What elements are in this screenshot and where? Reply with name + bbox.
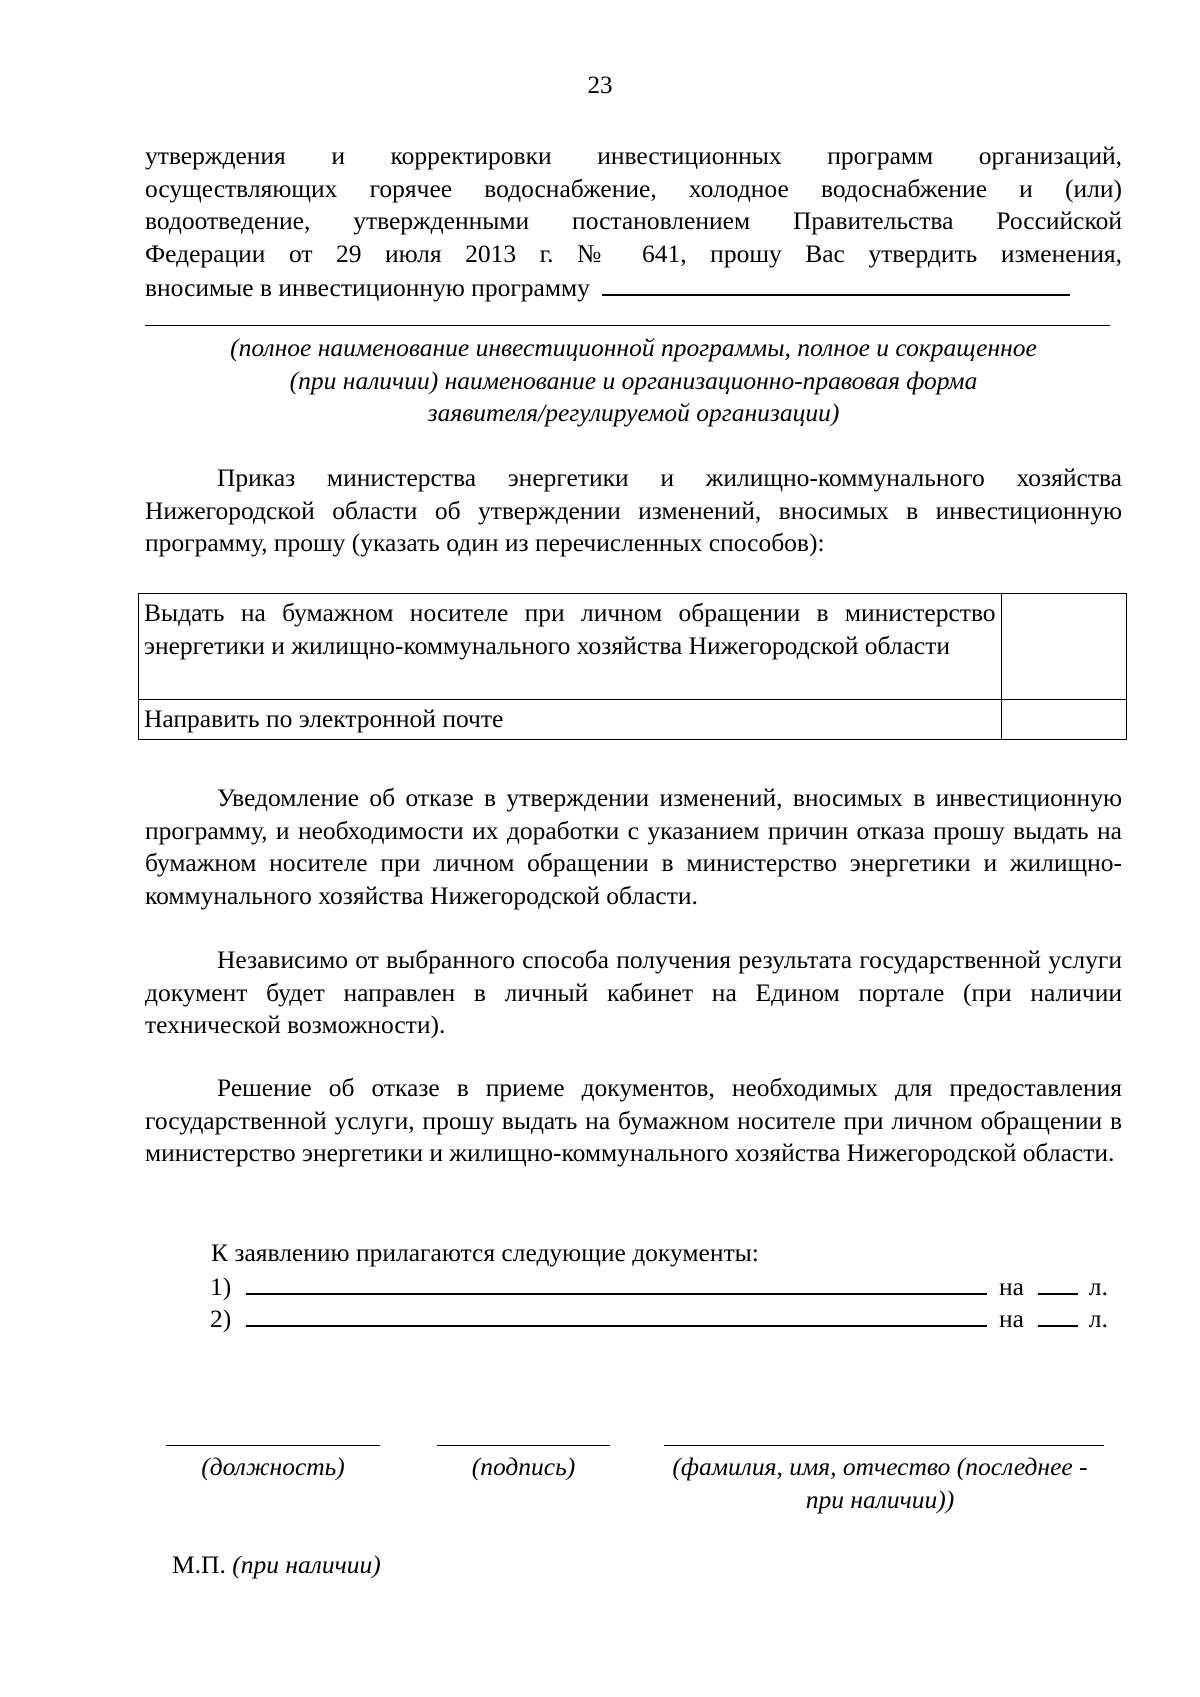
signature-label: (подпись) (471, 1452, 576, 1481)
stamp-note: (при наличии) (232, 1550, 381, 1579)
intro-paragraph (145, 140, 1122, 305)
attachment-pages-suffix: л. (1088, 1304, 1108, 1333)
program-name-field-line2[interactable] (145, 325, 1110, 326)
attachment-pages-field[interactable] (1038, 1269, 1078, 1295)
stamp-label: М.П. (172, 1550, 226, 1579)
portal-notice-paragraph: Независимо от выбранного способа получения результата государственной услуги документ будет направлен в личный кабинет на Едином портале (при наличии технической возможности). (145, 945, 1122, 1039)
attachment-name-field[interactable] (246, 1269, 987, 1295)
option-text: Направить по электронной почте (139, 700, 1002, 740)
signature-field[interactable] (437, 1445, 610, 1446)
page-number: 23 (587, 72, 613, 99)
attachment-number: 1) (210, 1272, 232, 1301)
program-name-field[interactable] (602, 270, 1070, 296)
attachment-pages-prefix: на (999, 1272, 1024, 1301)
caption-line: (полное наименование инвестиционной программы, полное и сокращенное (230, 333, 1037, 362)
position-label: (должность) (201, 1452, 345, 1481)
refusal-notice-paragraph: Уведомление об отказе в утверждении изменений, вносимых в инвестиционную программу, и необходимости их доработки с указанием причин отказа прошу выдать на бумажном носителе при личном обращении в министерство энергетики и жилищно-коммунального хозяйства Нижегородской области. (145, 783, 1122, 910)
attachments-heading: К заявлению прилагаются следующие документы: (211, 1238, 759, 1267)
caption-line: (при наличии) наименование и организационно-правовая форма (289, 365, 978, 395)
full-name-label-line: при наличии)) (805, 1485, 955, 1514)
attachment-item (210, 1269, 1120, 1303)
intro-last-line (145, 270, 1122, 305)
full-name-label-line: (фамилия, имя, отчество (последнее - (672, 1452, 1088, 1481)
full-name-field[interactable] (664, 1445, 1104, 1446)
attachment-pages-field[interactable] (1038, 1301, 1078, 1327)
attachment-item (210, 1301, 1120, 1335)
rejection-decision-paragraph: Решение об отказе в приеме документов, необходимых для предоставления государственной услуги, прошу выдать на бумажном носителе при личном обращении в министерство энергетики и жилищно-коммунального хозяйства Нижегородской области. (145, 1073, 1122, 1167)
delivery-options-table (138, 593, 1127, 740)
option-text: Выдать на бумажном носителе при личном обращении в министерство энергетики и жилищно-коммунального хозяйства Нижегородской области (139, 594, 1002, 700)
program-name-caption (145, 332, 1122, 430)
table-row (139, 594, 1127, 700)
attachment-pages-prefix: на (999, 1304, 1024, 1333)
attachment-name-field[interactable] (246, 1301, 987, 1327)
stamp-place (172, 1550, 381, 1580)
table-row (139, 700, 1127, 740)
order-paragraph: Приказ министерства энергетики и жилищно-коммунального хозяйства Нижегородской области об утверждении изменений, вносимых в инвестиционную программу, прошу (указать один из перечисленных способов): (145, 463, 1122, 557)
intro-line: водоотведение, утвержденными постановлением Правительства Российской (145, 206, 1122, 235)
intro-last-text: вносимые в инвестиционную программу (145, 273, 590, 302)
caption-line: заявителя/регулируемой организации) (427, 398, 840, 427)
intro-line: утверждения и корректировки инвестиционных программ организаций, (145, 141, 1122, 170)
position-field[interactable] (166, 1445, 380, 1446)
attachment-pages-suffix: л. (1088, 1272, 1108, 1301)
option-checkbox-paper[interactable] (1001, 594, 1126, 700)
intro-line: Федерации от 29 июля 2013 г. № 641, прошу Вас утвердить изменения, (145, 238, 1122, 268)
intro-line: осуществляющих горячее водоснабжение, холодное водоснабжение и (или) (145, 173, 1122, 203)
attachment-number: 2) (210, 1304, 232, 1333)
full-name-label (640, 1450, 1120, 1516)
option-checkbox-email[interactable] (1001, 700, 1126, 740)
